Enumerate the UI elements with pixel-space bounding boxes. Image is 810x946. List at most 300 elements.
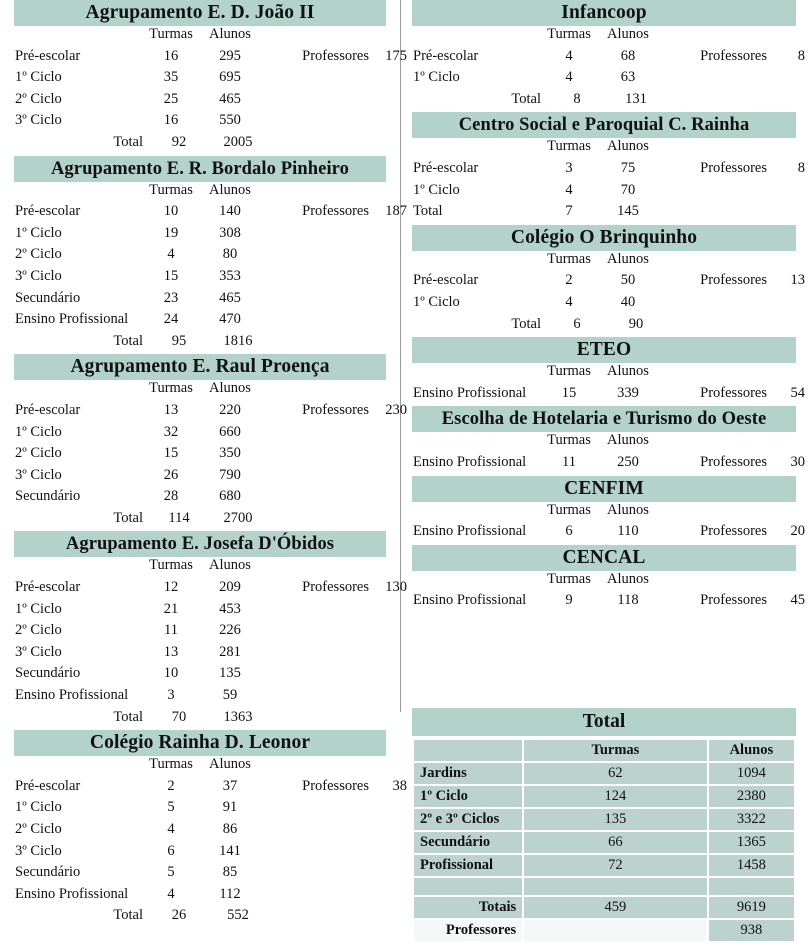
turmas-value: 9: [565, 592, 573, 609]
alunos-header: Alunos: [607, 432, 649, 449]
summary-spacer-row: [414, 878, 794, 895]
turmas-header: Turmas: [547, 432, 591, 449]
professores-label: Professores: [700, 159, 767, 176]
professores-label: Professores: [700, 592, 767, 609]
turmas-value: 3: [565, 159, 573, 176]
school-total-row: [14, 907, 386, 929]
alunos-header: Alunos: [209, 26, 251, 42]
level-label: 1º Ciclo: [15, 799, 62, 816]
alunos-value: 209: [219, 579, 241, 596]
professores-value: 45: [790, 592, 805, 609]
professores-value: 8: [797, 47, 805, 64]
level-label: Pré-escolar: [413, 47, 479, 64]
column-header-row: [412, 363, 796, 385]
alunos-value: 145: [617, 203, 639, 220]
level-row: [412, 523, 805, 545]
professores-value: 38: [392, 777, 407, 794]
turmas-value: 8: [573, 90, 581, 107]
school-rows: [412, 432, 805, 475]
summary-professores-alunos: 938: [709, 920, 794, 941]
alunos-header: Alunos: [607, 138, 649, 155]
alunos-header: Alunos: [209, 557, 251, 574]
professores-value: 54: [790, 384, 805, 401]
alunos-header: Alunos: [209, 756, 251, 773]
level-row: [14, 69, 386, 91]
level-row: [412, 182, 796, 204]
level-row: [14, 579, 407, 601]
level-label: Secundário: [15, 488, 81, 505]
level-row: [14, 203, 407, 225]
level-row: [14, 644, 386, 666]
column-header-row: [14, 557, 386, 579]
level-label: Pré-escolar: [15, 579, 81, 596]
summary-row-alunos: 2380: [709, 786, 794, 807]
alunos-value: 37: [222, 777, 238, 794]
alunos-value: 226: [219, 622, 241, 639]
alunos-header: Alunos: [607, 26, 649, 42]
level-row: [14, 424, 386, 446]
school-total-label: Total: [511, 315, 541, 332]
alunos-value: 453: [219, 600, 241, 617]
school-title: Agrupamento E. R. Bordalo Pinheiro: [14, 156, 386, 182]
summary-alunos-header: Alunos: [709, 740, 794, 761]
level-row: [14, 622, 386, 644]
level-label: 1º Ciclo: [15, 69, 62, 86]
level-label: Ensino Profissional: [413, 523, 527, 540]
summary-spacer-alunos: [709, 878, 794, 895]
school-title: Agrupamento E. Josefa D'Óbidos: [14, 531, 386, 557]
summary-spacer-label: [414, 878, 522, 895]
school-block: [412, 476, 805, 545]
alunos-value: 1363: [223, 708, 253, 725]
level-row: [14, 311, 386, 333]
turmas-value: 23: [163, 289, 179, 306]
school-block: [412, 225, 805, 337]
alunos-value: 552: [227, 907, 249, 924]
alunos-value: 680: [219, 488, 241, 505]
summary-spacer-turmas: [524, 878, 706, 895]
alunos-value: 695: [219, 69, 241, 86]
turmas-value: 92: [171, 133, 187, 150]
professores-label: Professores: [700, 47, 767, 64]
professores-value: 187: [385, 203, 407, 220]
level-label: Ensino Profissional: [413, 592, 527, 609]
alunos-header: Alunos: [607, 570, 649, 587]
summary-row: [414, 832, 794, 853]
summary-totals-row: [414, 897, 794, 918]
level-label: Secundário: [15, 665, 81, 682]
alunos-value: 91: [222, 799, 238, 816]
school-block: [412, 545, 805, 614]
column-header-row: [412, 138, 796, 160]
school-total-row: [412, 316, 796, 338]
summary-row: [414, 809, 794, 830]
turmas-value: 3: [167, 687, 175, 704]
level-row: [14, 687, 386, 709]
alunos-value: 1816: [223, 332, 253, 349]
turmas-value: 26: [163, 466, 179, 483]
level-row: [412, 592, 805, 614]
level-row: [14, 225, 386, 247]
column-header-row: [14, 26, 386, 48]
turmas-value: 19: [163, 224, 179, 241]
turmas-value: 4: [565, 293, 573, 310]
summary-row-label: 2º e 3º Ciclos: [414, 809, 522, 830]
school-rows: [14, 26, 407, 156]
school-total-label: Total: [413, 203, 443, 220]
alunos-value: 220: [219, 401, 241, 418]
school-total-label: Total: [511, 90, 541, 107]
turmas-header: Turmas: [149, 26, 193, 42]
school-total-row: [14, 333, 386, 355]
turmas-value: 16: [163, 112, 179, 129]
alunos-value: 308: [219, 224, 241, 241]
alunos-value: 85: [222, 864, 238, 881]
school-rows: [14, 756, 407, 929]
level-row: [14, 467, 386, 489]
summary-row-turmas: 135: [524, 809, 706, 830]
turmas-value: 21: [163, 600, 179, 617]
turmas-header: Turmas: [547, 250, 591, 267]
level-label: 1º Ciclo: [413, 181, 460, 198]
level-row: [14, 777, 407, 800]
level-row: [14, 91, 386, 113]
alunos-value: 339: [617, 384, 639, 401]
school-block: [14, 156, 407, 355]
alunos-value: 250: [617, 453, 639, 470]
turmas-header: Turmas: [149, 557, 193, 574]
alunos-value: 75: [620, 159, 636, 176]
level-label: 3º Ciclo: [15, 267, 62, 284]
level-label: Ensino Profissional: [15, 885, 129, 902]
turmas-value: 4: [565, 47, 573, 64]
level-label: Pré-escolar: [15, 401, 81, 418]
turmas-value: 5: [167, 864, 175, 881]
professores-value: 30: [790, 453, 805, 470]
summary-totals-alunos: 9619: [709, 897, 794, 918]
turmas-value: 15: [561, 384, 577, 401]
level-row: [14, 445, 386, 467]
summary-totals-turmas: 459: [524, 897, 706, 918]
school-total-label: Total: [113, 509, 143, 526]
alunos-value: 2005: [223, 133, 253, 150]
alunos-value: 281: [219, 643, 241, 660]
alunos-value: 140: [219, 203, 241, 220]
turmas-header: Turmas: [149, 181, 193, 198]
professores-label: Professores: [700, 384, 767, 401]
level-row: [14, 112, 386, 134]
school-title: CENCAL: [412, 545, 796, 571]
turmas-value: 10: [163, 203, 179, 220]
level-label: Pré-escolar: [413, 272, 479, 289]
summary-row-label: 1º Ciclo: [414, 786, 522, 807]
turmas-value: 12: [163, 579, 179, 596]
column-header-row: [412, 571, 796, 593]
alunos-value: 353: [219, 267, 241, 284]
school-total-row: [412, 91, 796, 113]
turmas-value: 4: [167, 246, 175, 263]
summary-row-turmas: 66: [524, 832, 706, 853]
turmas-value: 114: [168, 509, 190, 526]
level-label: 1º Ciclo: [413, 293, 460, 310]
professores-value: 8: [797, 159, 805, 176]
alunos-value: 135: [219, 665, 241, 682]
alunos-value: 550: [219, 112, 241, 129]
summary-row-label: Profissional: [414, 855, 522, 876]
level-row: [412, 69, 796, 91]
turmas-value: 11: [562, 453, 576, 470]
alunos-value: 465: [219, 289, 241, 306]
summary-header-row: [414, 740, 794, 761]
turmas-value: 15: [163, 267, 179, 284]
summary-turmas-header: Turmas: [524, 740, 706, 761]
school-title: Colégio O Brinquinho: [412, 225, 796, 251]
alunos-value: 660: [219, 423, 241, 440]
column-header-row: [412, 432, 796, 454]
level-row: [14, 246, 386, 268]
professores-value: 130: [385, 579, 407, 596]
alunos-value: 2700: [223, 509, 253, 526]
alunos-header: Alunos: [607, 250, 649, 267]
school-block: [412, 406, 805, 475]
turmas-value: 2: [167, 777, 175, 794]
turmas-header: Turmas: [149, 380, 193, 397]
turmas-value: 25: [163, 90, 179, 107]
professores-label: Professores: [700, 523, 767, 540]
turmas-value: 4: [167, 821, 175, 837]
school-block: [14, 730, 407, 929]
level-label: 2º Ciclo: [15, 90, 62, 107]
alunos-value: 90: [628, 315, 644, 332]
professores-value: 20: [790, 523, 805, 540]
turmas-value: 26: [171, 907, 187, 924]
school-title: Escolha de Hotelaria e Turismo do Oeste: [412, 406, 796, 432]
turmas-value: 13: [163, 401, 179, 418]
column-header-row: [412, 26, 796, 48]
level-label: Ensino Profissional: [413, 453, 527, 470]
level-label: 2º Ciclo: [15, 622, 62, 639]
school-rows: [412, 26, 805, 112]
alunos-value: 68: [620, 47, 636, 64]
alunos-value: 465: [219, 90, 241, 107]
summary-table: [412, 738, 796, 943]
level-row: [14, 821, 386, 843]
turmas-value: 6: [565, 523, 573, 540]
school-rows: [412, 570, 805, 614]
school-block: [14, 354, 407, 531]
alunos-header: Alunos: [209, 181, 251, 198]
level-row: [412, 159, 805, 182]
level-row: [14, 290, 386, 312]
turmas-value: 10: [163, 665, 179, 682]
alunos-value: 295: [219, 47, 241, 64]
professores-label: Professores: [302, 47, 369, 64]
turmas-value: 4: [565, 69, 573, 86]
level-row: [412, 294, 796, 316]
professores-label: Professores: [700, 272, 767, 289]
level-label: 2º Ciclo: [15, 445, 62, 462]
level-row: [412, 47, 805, 70]
summary-row-alunos: 1365: [709, 832, 794, 853]
summary-professores-label: Professores: [414, 920, 522, 941]
level-label: Ensino Profissional: [15, 687, 129, 704]
level-label: 2º Ciclo: [15, 821, 62, 837]
column-header-row: [412, 251, 796, 273]
level-label: 3º Ciclo: [15, 466, 62, 483]
level-label: 1º Ciclo: [15, 423, 62, 440]
summary-row-alunos: 1094: [709, 763, 794, 784]
turmas-value: 5: [167, 799, 175, 816]
turmas-value: 7: [565, 203, 573, 220]
turmas-header: Turmas: [149, 756, 193, 773]
level-row: [412, 384, 805, 407]
right-column: [412, 0, 805, 614]
column-header-row: [14, 380, 386, 402]
level-label: Pré-escolar: [413, 159, 479, 176]
turmas-value: 2: [565, 272, 573, 289]
school-title: Agrupamento E. D. João II: [14, 0, 386, 26]
summary-title: Total: [412, 708, 796, 736]
level-label: 3º Ciclo: [15, 112, 62, 129]
level-label: Secundário: [15, 289, 81, 306]
school-total-label: Total: [113, 708, 143, 725]
column-divider: [400, 0, 401, 712]
school-rows: [412, 138, 805, 224]
turmas-value: 4: [167, 885, 175, 902]
school-block: [412, 337, 805, 406]
alunos-value: 790: [219, 466, 241, 483]
turmas-header: Turmas: [547, 26, 591, 42]
summary-empty-header: [414, 740, 522, 761]
summary-professores-turmas: [524, 920, 706, 941]
turmas-value: 6: [573, 315, 581, 332]
turmas-value: 15: [163, 445, 179, 462]
alunos-value: 350: [219, 445, 241, 462]
school-total-row: [14, 510, 386, 532]
alunos-value: 118: [617, 592, 639, 609]
turmas-header: Turmas: [547, 138, 591, 155]
column-header-row: [412, 502, 796, 524]
school-total-label: Total: [113, 133, 143, 150]
summary-row-label: Jardins: [414, 763, 522, 784]
summary-table-container: [412, 708, 796, 943]
alunos-value: 50: [620, 272, 636, 289]
school-rows: [412, 363, 805, 406]
turmas-value: 6: [167, 842, 175, 859]
summary-row: [414, 763, 794, 784]
school-title: Colégio Rainha D. Leonor: [14, 730, 386, 756]
turmas-value: 32: [163, 423, 179, 440]
school-rows: [14, 557, 407, 730]
professores-label: Professores: [302, 579, 369, 596]
school-rows: [14, 380, 407, 531]
alunos-value: 112: [219, 885, 241, 902]
turmas-value: 28: [163, 488, 179, 505]
summary-row-turmas: 62: [524, 763, 706, 784]
school-total-label: Total: [113, 332, 143, 349]
alunos-value: 70: [620, 181, 636, 198]
alunos-value: 470: [219, 311, 241, 328]
alunos-value: 40: [620, 293, 636, 310]
school-total-row: [14, 709, 386, 731]
level-label: Pré-escolar: [15, 777, 81, 794]
level-label: 1º Ciclo: [413, 69, 460, 86]
alunos-header: Alunos: [607, 501, 649, 518]
level-label: 3º Ciclo: [15, 643, 62, 660]
school-rows: [14, 181, 407, 355]
school-total-label: Total: [113, 907, 143, 924]
school-block: [14, 531, 407, 730]
level-row: [14, 488, 386, 510]
school-title: Infancoop: [412, 0, 796, 26]
turmas-value: 16: [163, 47, 179, 64]
alunos-header: Alunos: [607, 363, 649, 380]
left-column: [14, 0, 407, 929]
school-block: [412, 0, 805, 112]
level-row: [14, 843, 386, 865]
school-total-row: [412, 203, 796, 225]
level-row: [412, 453, 805, 476]
summary-row-alunos: 3322: [709, 809, 794, 830]
level-row: [14, 864, 386, 886]
turmas-value: 95: [171, 332, 187, 349]
school-rows: [412, 501, 805, 545]
level-label: 2º Ciclo: [15, 246, 62, 263]
alunos-value: 63: [620, 69, 636, 86]
level-row: [14, 268, 386, 290]
school-total-row: [14, 134, 386, 156]
professores-label: Professores: [302, 401, 369, 418]
professores-label: Professores: [302, 203, 369, 220]
level-label: Pré-escolar: [15, 47, 81, 64]
alunos-value: 131: [625, 90, 647, 107]
school-title: CENFIM: [412, 476, 796, 502]
turmas-value: 13: [163, 643, 179, 660]
summary-row-turmas: 124: [524, 786, 706, 807]
school-rows: [412, 250, 805, 337]
professores-value: 175: [385, 47, 407, 64]
level-row: [412, 272, 805, 294]
turmas-value: 35: [163, 69, 179, 86]
professores-value: 230: [385, 401, 407, 418]
summary-professores-row: [414, 920, 794, 941]
summary-row: [414, 786, 794, 807]
school-title: Agrupamento E. Raul Proença: [14, 354, 386, 380]
school-title: Centro Social e Paroquial C. Rainha: [412, 112, 796, 138]
alunos-header: Alunos: [209, 380, 251, 397]
professores-label: Professores: [302, 777, 369, 794]
alunos-value: 141: [219, 842, 241, 859]
turmas-value: 4: [565, 181, 573, 198]
school-block: [14, 0, 407, 156]
summary-row: [414, 855, 794, 876]
turmas-value: 11: [164, 622, 178, 639]
summary-row-alunos: 1458: [709, 855, 794, 876]
turmas-header: Turmas: [547, 501, 591, 518]
summary-row-turmas: 72: [524, 855, 706, 876]
level-label: Ensino Profissional: [15, 311, 129, 328]
alunos-value: 86: [222, 821, 238, 837]
level-label: 3º Ciclo: [15, 842, 62, 859]
level-row: [14, 886, 386, 908]
level-row: [14, 401, 407, 424]
level-label: 1º Ciclo: [15, 600, 62, 617]
professores-label: Professores: [700, 453, 767, 470]
turmas-value: 24: [163, 311, 179, 328]
level-label: 1º Ciclo: [15, 224, 62, 241]
level-row: [14, 601, 386, 623]
summary-totals-label: Totais: [414, 897, 522, 918]
